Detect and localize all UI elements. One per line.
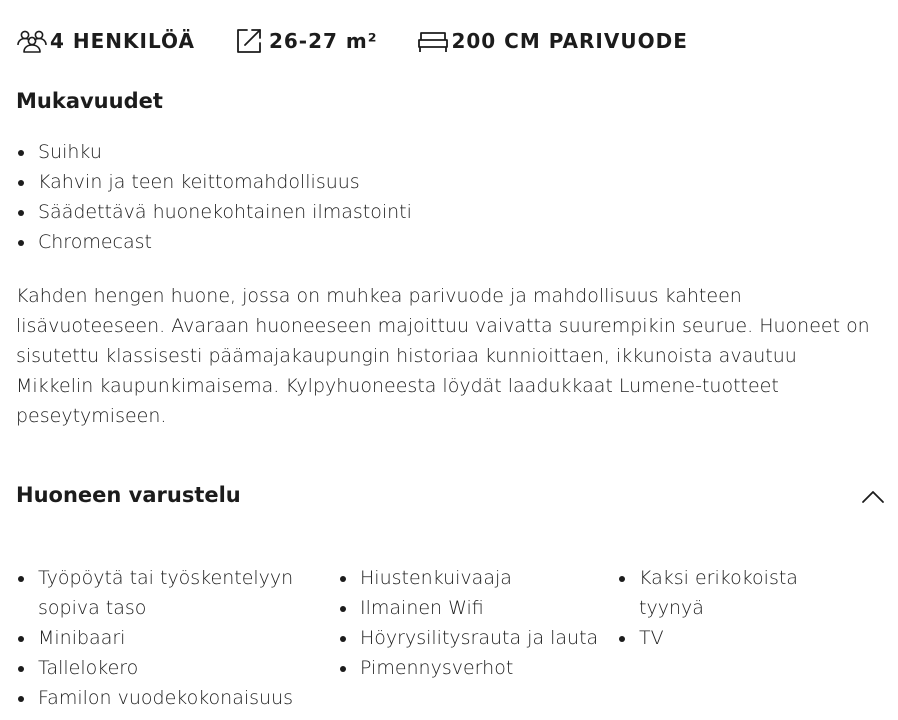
room-size-icon [235,27,269,55]
amenity-item: Kahvin ja teen keittomahdollisuus [16,167,412,197]
people-icon [16,27,50,55]
room-description: Kahden hengen huone, jossa on muhkea parivuode ja mahdollisuus kahteen lisävuoteeseen. Avaraan huoneeseen majoittuu vaivatta suurempikin seurue. Huoneet on sisutettu klassisesti päämajakaupungin historiaa kunnioittaen, ikkunoista avautuu Mikkelin kaupunkimaisema. Kylpyhuoneesta löydät laadukkaat Lumene-tuotteet peseytymiseen. [16,285,870,427]
equipment-item: Pimennysverhot [338,653,613,683]
feature-bed [417,27,687,55]
feature-bed-label: 200 CM PARIVUODE [451,29,688,53]
equipment-item: Kaksi erikokoista tyynyä [617,563,857,623]
equipment-item: Hiustenkuivaaja [338,563,613,593]
feature-capacity [16,27,195,55]
equipment-section-toggle[interactable] [16,480,886,514]
chevron-up-icon[interactable] [860,484,886,510]
room-features [16,26,728,56]
equipment-list [16,563,886,720]
amenity-item: Säädettävä huonekohtainen ilmastointi [16,197,412,227]
amenities-list [16,137,412,257]
equipment-item: Ilmainen Wifi [338,593,613,623]
equipment-column-1 [16,563,321,713]
equipment-item: Höyrysilitysrauta ja lauta [338,623,613,653]
equipment-column-3 [617,563,857,653]
equipment-column-2 [338,563,613,683]
amenity-item: Chromecast [16,227,412,257]
bed-icon [417,27,451,55]
equipment-item: Tallelokero [16,653,321,683]
equipment-item: Minibaari [16,623,321,653]
equipment-heading: Huoneen varustelu [16,483,241,507]
equipment-item: Työpöytä tai työskentelyyn sopiva taso [16,563,321,623]
equipment-item: TV [617,623,857,653]
amenity-item: Suihku [16,137,412,167]
feature-size [235,27,378,55]
equipment-item: Familon vuodekokonaisuus [16,683,321,713]
amenities-heading: Mukavuudet [16,89,163,113]
feature-size-label: 26-27 m² [268,29,378,53]
feature-capacity-label: 4 HENKILÖÄ [50,29,195,53]
